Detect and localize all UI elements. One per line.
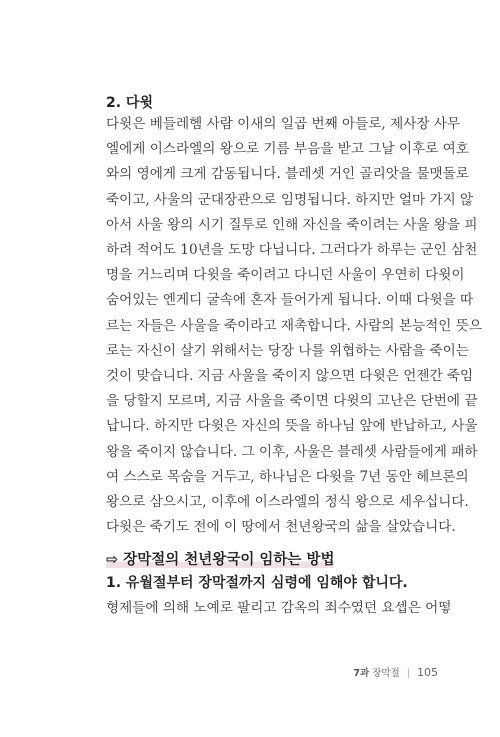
text-line: 죽이고, 사울의 군대장관으로 임명됩니다. 하지만 얼마 가지 않 xyxy=(106,191,474,208)
body-paragraph-2 xyxy=(106,596,452,621)
text-line: 납니다. 하지만 다윗은 자신의 뜻을 하나님 앞에 반납하고, 사울 xyxy=(106,418,478,435)
text-line: 왕을 죽이지 않습니다. 그 이후, 사울은 블레셋 사람들에게 패하 xyxy=(106,443,478,460)
text-line: 르는 자들은 사울을 죽이라고 재촉합니다. 사람의 본능적인 뜻으 xyxy=(106,317,482,334)
text-line: 숨어있는 엔게디 굴속에 혼자 들어가게 됩니다. 이때 다윗을 따 xyxy=(106,292,474,309)
text-line: 것이 맞습니다. 지금 사울을 죽이지 않으면 다윗은 언젠간 죽임 xyxy=(106,368,474,385)
footer-chapter: 7과 xyxy=(353,668,370,679)
text-line: 로는 자신이 살기 위해서는 당장 나를 위협하는 사람을 죽이는 xyxy=(106,342,469,359)
text-line: 엘에게 이스라엘의 왕으로 기름 부음을 받고 그날 이후로 여호 xyxy=(106,141,469,158)
text-line: 와의 영에게 크게 감동됩니다. 블레셋 거인 골리앗을 물맷돌로 xyxy=(106,166,469,183)
text-line: 아서 사울 왕의 시기 질투로 인해 자신을 죽이려는 사울 왕을 피 xyxy=(106,216,478,233)
text-line: 형제들에 의해 노예로 팔리고 감옥의 죄수였던 요셉은 어떻 xyxy=(106,600,452,616)
section-heading: 2. 다윗 xyxy=(106,95,153,111)
section-title-highlight xyxy=(106,552,334,568)
text-line: 다윗은 죽기도 전에 이 땅에서 천년왕국의 삶을 살았습니다. xyxy=(106,519,456,536)
page-footer xyxy=(353,665,438,679)
sub-heading: 1. 유월절부터 장막절까지 심령에 임해야 합니다. xyxy=(106,575,408,591)
footer-chapter-title: 장막절 xyxy=(372,668,400,679)
section-title-text: 장막절의 천년왕국이 임하는 방법 xyxy=(123,552,335,568)
body-paragraph xyxy=(106,112,482,540)
text-line: 을 당할지 모르며, 지금 사울을 죽이면 다윗의 고난은 단번에 끝 xyxy=(106,393,478,410)
text-line: 다윗은 베들레헴 사람 이새의 일곱 번째 아들로, 제사장 사무 xyxy=(106,116,461,132)
text-line: 하려 적어도 10년을 도망 다닙니다. 그러다가 하루는 군인 삼천 xyxy=(106,242,478,259)
page-number: 105 xyxy=(417,666,438,679)
text-line: 명을 거느리며 다윗을 죽이려고 다니던 사울이 우연히 다윗이 xyxy=(106,267,465,284)
section-title xyxy=(106,548,334,569)
footer-separator: | xyxy=(406,668,410,679)
text-line: 여 스스로 목숨을 거두고, 하나님은 다윗을 7년 동안 헤브론의 xyxy=(106,468,469,485)
arrow-icon: ⇨ xyxy=(106,552,119,568)
text-line: 왕으로 삼으시고, 이후에 이스라엘의 정식 왕으로 세우십니다. xyxy=(106,494,469,511)
